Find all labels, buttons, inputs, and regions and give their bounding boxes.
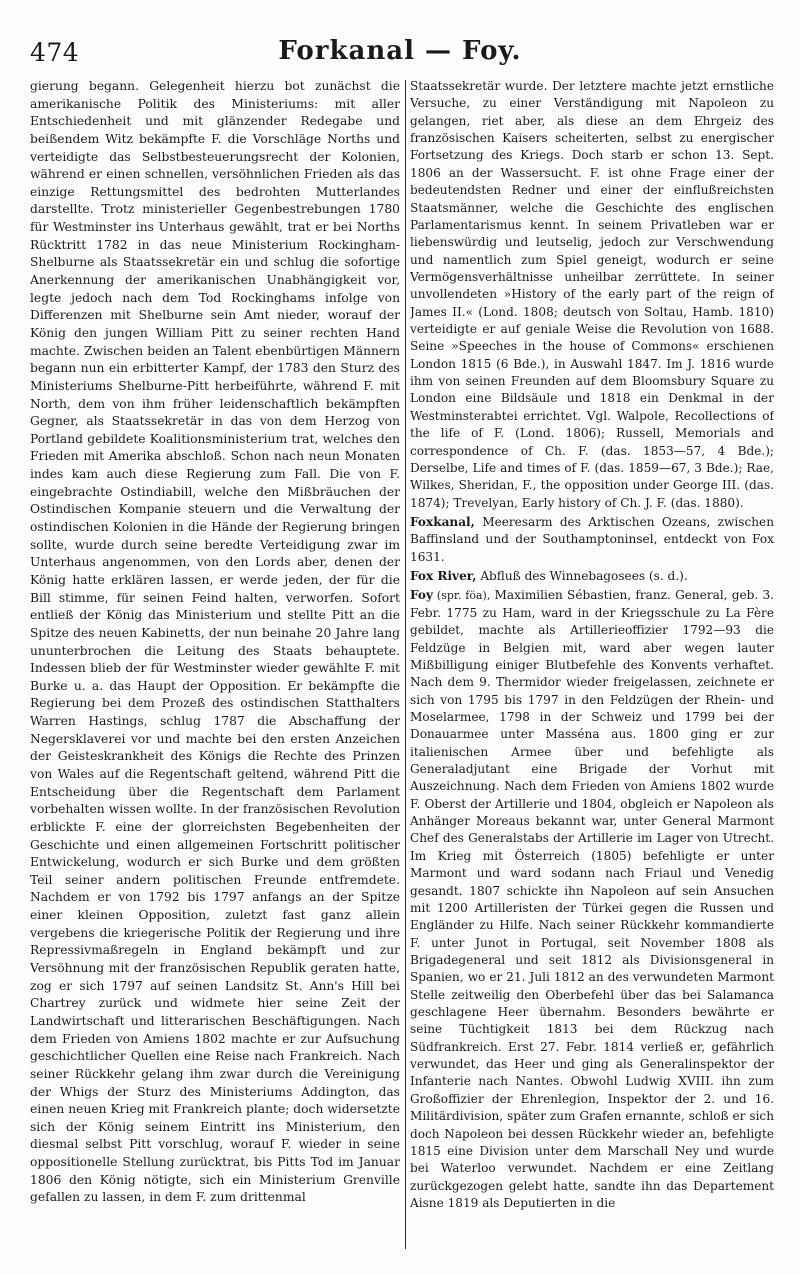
fox-entry-continuation: Staatssekretär wurde. Der letztere machte jetzt ernstliche Versuche, zu einer Verständigung mit Napoleon zu gelangen, riet aber, als diese an dem Ehrgeiz des französischen Kaisers scheiterten, selbst zu energischer Fortsetzung des Kriegs. Doch starb er schon 13. Sept. 1806 an der Wassersucht. F. ist ohne Frage einer der bedeutendsten Redner und einer der einflußreichsten Staatsmänner, welche die Geschichte des englischen Parlamentarismus kennt. In seinem Privatleben war er liebenswürdig und leutselig, jedoch zur Verschwendung und namentlich zum Spiel geneigt, wodurch er seine Vermögensverhältnisse unheilbar zerrüttete. In seiner unvollendeten »History of the early part of the reign of James II.« (Lond. 1808; deutsch von Soltau, Hamb. 1810) verteidigte er auf geniale Weise die Revolution von 1688. Seine »Speeches in the house of Commons« erschienen London 1815 (6 Bde.), in Auswahl 1847. Im J. 1816 wurde ihm von seinen Freunden auf dem Bloomsbury Square zu London eine Bildsäule und 1818 ein Denkmal in der Westminsterabtei errichtet. Vgl. Walpole, Recollections of the life of F. (Lond. 1806); Russell, Memorials and correspondence of Ch. F. (das. 1853—57, 4 Bde.); Derselbe, Life and times of F. (das. 1859—67, 3 Bde.); Rae, Wilkes, Sheridan, F., the opposition under George III. (das. 1874); Trevelyan, Early history of Ch. J. F. (das. 1880). xyxy=(410,79,774,510)
entry-fox-river xyxy=(410,568,774,585)
headword-foy: Foy xyxy=(410,588,434,603)
entry-foy xyxy=(410,587,774,1212)
left-column-text: gierung begann. Gelegenheit hierzu bot zunächst die amerikanische Politik des Ministeriums: mit aller Entschiedenheit und mit glänzender Redegabe und beißendem Witz bekämpfte F. die Vorschläge Norths und verteidigte das Selbstbesteuerungsrecht der Kolonien, während er einen schnellen, versöhnlichen Frieden als das einzige Rettungsmittel des bedrohten Mutterlandes darstellte. Trotz ministerieller Gegenbestrebungen 1780 für Westminster ins Unterhaus gewählt, trat er bei Norths Rücktritt 1782 in das neue Ministerium Rockingham-Shelburne als Staatssekretär ein und schlug die sofortige Anerkennung der amerikanischen Unabhängigkeit vor, legte jedoch nach dem Tod Rockinghams infolge von Differenzen mit Shelburne sein Amt nieder, worauf der König den jungen William Pitt zu seiner rechten Hand machte. Zwischen beiden an Talent ebenbürtigen Männern begann nun ein erbitterter Kampf, der 1783 den Sturz des Ministeriums Shelburne-Pitt herbeiführte, während F. mit North, dem von ihm früher leidenschaftlich bekämpften Gegner, als Staatssekretär in das von dem Herzog von Portland gebildete Koalitionsministerium trat, welches den Frieden mit Amerika abschloß. Schon nach neun Monaten indes kam auch diese Regierung zum Fall. Die von F. eingebrachte Ostindiabill, welche den Mißbräuchen der Ostindischen Kompanie steuern und die Verwaltung der ostindischen Kolonien in die Hände der Regierung bringen sollte, wurde durch seine beredte Verteidigung zwar im Unterhaus angenommen, von den Lords aber, denen der König hatte erklären lassen, er werde jeden, der für die Bill stimme, für seinen Feind halten, verworfen. Sofort entließ der König das Ministerium und stellte Pitt an die Spitze des neuen Kabinetts, der nun beinahe 20 Jahre lang ununterbrochen die Leitung des Staats behauptete. Indessen blieb der für Westminster wieder gewählte F. mit Burke u. a. das Haupt der Opposition. Er bekämpfte die Regierung bei dem Prozeß des ostindischen Statthalters Warren Hastings, schlug 1787 die Abschaffung der Negersklaverei vor und machte bei den ersten Anzeichen der Geisteskrankheit des Königs die Rechte des Prinzen von Wales auf die Regentschaft geltend, während Pitt die Entscheidung über die Regentschaft dem Parlament vorbehalten wissen wollte. In der französischen Revolution erblickte F. eine der glorreichsten Begebenheiten der Geschichte und einen allgemeinen Fortschritt politischer Entwickelung, wodurch er sich Burke und dem größten Teil seiner andern politischen Freunde entfremdete. Nachdem er von 1792 bis 1797 anfangs an der Spitze einer kleinen Opposition, zuletzt fast ganz allein vergebens die kriegerische Politik der Regierung und ihre Repressivmaßregeln in England bekämpft und zur Versöhnung mit der französischen Republik geraten hatte, zog er sich 1797 auf seinen Landsitz St. Ann's Hill bei Chartrey zurück und widmete hier seine Zeit der Landwirtschaft und litterarischen Beschäftigungen. Nach dem Frieden von Amiens 1802 machte er zur Aufsuchung geschichtlicher Quellen eine Reise nach Frankreich. Nach seiner Rückkehr gelang ihm zwar durch die Vereinigung der Whigs der Sturz des Ministeriums Addington, das einen neuen Krieg mit Frankreich plante; doch widersetzte sich der König seinem Eintritt ins Ministerium, den diesmal selbst Pitt vorschlug, worauf F. wieder in seine oppositionelle Stellung zurücktrat, bis Pitts Tod im Januar 1806 den König nötigte, sich ein Ministerium Grenville gefallen zu lassen, in dem F. zum drittenmal xyxy=(30,79,400,1205)
left-column xyxy=(30,78,400,1245)
headword-fox-river: Fox River, xyxy=(410,569,477,584)
running-title: Forkanal — Foy. xyxy=(278,36,522,66)
entry-fox-river-body: Abfluß des Winnebagosees (s. d.). xyxy=(476,569,688,584)
entry-foxkanal xyxy=(410,514,774,566)
right-column xyxy=(410,78,774,1245)
headword-foxkanal: Foxkanal, xyxy=(410,514,475,529)
entry-foxkanal-body: Meeresarm des Arktischen Ozeans, zwischen Baffinsland und der Southamptoninsel, entdeckt von Fox 1631. xyxy=(410,514,774,564)
entry-foy-body: Maximilien Sébastien, franz. General, geb. 3. Febr. 1775 zu Ham, ward in der Kriegsschule zu La Fère gebildet, machte als Artillerieoffizier 1792—93 die Feldzüge in Belgien mit, ward aber wegen lauter Mißbilligung einiger Blutbefehle des Konvents verhaftet. Nach dem 9. Thermidor wieder freigelassen, zeichnete er sich von 1795 bis 1797 in den Feldzügen der Rhein- und Moselarmee, 1798 in der Schweiz und 1799 bei der Donauarmee unter Masséna aus. 1800 ging er zur italienischen Armee über und befehligte als Generaladjutant eine Brigade der Vorhut mit Auszeichnung. Nach dem Frieden von Amiens 1802 wurde F. Oberst der Artillerie und 1804, obgleich er Napoleon als Anhänger Moreaus bekannt war, unter General Marmont Chef des Generalstabs der Artillerie im Lager von Utrecht. Im Krieg mit Österreich (1805) befehligte er unter Marmont und ward sodann nach Friaul und Venedig gesandt. 1807 schickte ihn Napoleon auf sein Ansuchen mit 1200 Artilleristen der Türkei gegen die Russen und Engländer zu Hilfe. Nach seiner Rückkehr kommandierte F. unter Junot in Portugal, seit November 1808 als Brigadegeneral und seit 1812 als Divisionsgeneral in Spanien, wo er 21. Juli 1812 an des verwundeten Marmont Stelle zeitweilig den Oberbefehl über das bei Salamanca geschlagene Heer übernahm. Besonders bewährte er seine Tüchtigkeit 1813 bei dem Rückzug nach Südfrankreich. Erst 27. Febr. 1814 verließ er, gefährlich verwundet, das Heer und ging als Generalinspektor der Infanterie nach Nantes. Obwohl Ludwig XVIII. ihn zum Großoffizier der Ehrenlegion, Inspektor der 2. und 16. Militärdivision, später zum Grafen ernannte, schloß er sich doch Napoleon bei dessen Rückkehr wieder an, befehligte 1815 eine Division unter dem Marschall Ney und wurde bei Waterloo verwundet. Nachdem er eine Zeitlang zurückgezogen gelebt hatte, sandte ihn das Departement Aisne 1819 als Deputierten in die xyxy=(410,588,774,1210)
pronunciation-foy: (spr. föa), xyxy=(433,589,491,603)
page-header xyxy=(30,30,770,74)
page-number: 474 xyxy=(30,38,80,67)
column-divider xyxy=(405,80,406,1249)
